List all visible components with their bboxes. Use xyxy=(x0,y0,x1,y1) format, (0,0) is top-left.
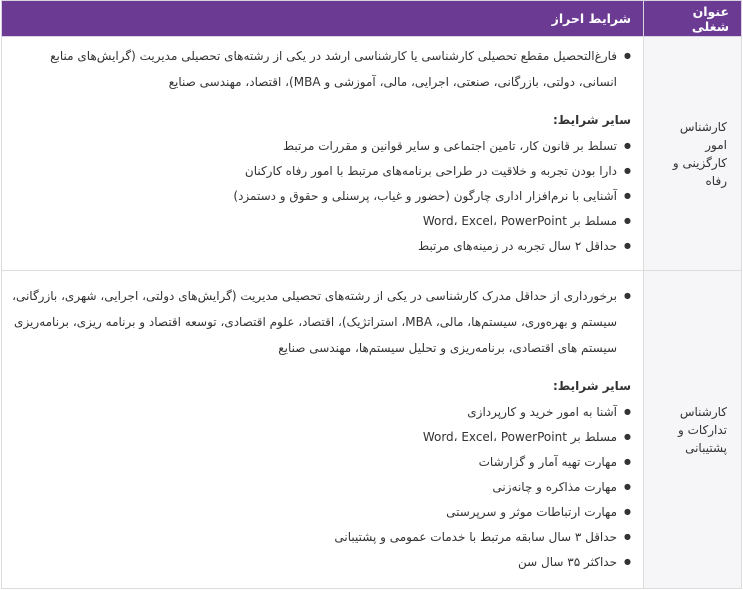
education-requirement: ● فارغ‌التحصیل مقطع تحصیلی کارشناسی یا کارشناسی ارشد در یکی از رشته‌های تحصیلی مدیریت (گرایش‌های منابع انسانی، دولتی، بازرگانی، صنعتی، اجرایی، مالی، آموزشی و MBA)، اقتصاد، مهندسی صنایع xyxy=(10,43,617,95)
other-conditions-label: سایر شرایط: xyxy=(553,379,631,393)
list-item: ● مهارت تهیه آمار و گزارشات xyxy=(10,453,617,471)
list-item: ● مسلط بر Word، Excel، PowerPoint xyxy=(10,212,617,230)
conditions-list xyxy=(10,403,631,571)
intro-list xyxy=(10,283,631,361)
list-item: ● آشنا به امور خرید و کارپردازی xyxy=(10,403,617,421)
list-item: ● آشنایی با نرم‌افزار اداری چارگون (حضور و غیاب، پرسنلی و حقوق و دستمزد) xyxy=(10,187,617,205)
conditions-list xyxy=(10,137,631,255)
table-row xyxy=(2,271,742,589)
table-row xyxy=(2,37,742,271)
list-item: ● حداقل ۲ سال تجربه در زمینه‌های مرتبط xyxy=(10,237,617,255)
list-item: ● دارا بودن تجربه و خلاقیت در طراحی برنامه‌های مرتبط با امور رفاه کارکنان xyxy=(10,162,617,180)
list-item: ● مهارت مذاکره و چانه‌زنی xyxy=(10,478,617,496)
list-item: ● مهارت ارتباطات موثر و سرپرستی xyxy=(10,503,617,521)
requirements-column-header: شرایط احراز xyxy=(2,1,644,37)
requirements-cell xyxy=(2,37,644,271)
list-item: ● حداقل ۳ سال سابقه مرتبط با خدمات عمومی و پشتیبانی xyxy=(10,528,617,546)
list-item: ● تسلط بر قانون کار، تامین اجتماعی و سایر قوانین و مقررات مرتبط xyxy=(10,137,617,155)
table-header-row xyxy=(2,1,742,37)
education-requirement: ● برخورداری از حداقل مدرک کارشناسی در یکی از رشته‌های تحصیلی مدیریت (گرایش‌های دولتی، اجرایی، شهری، بازرگانی، سیستم و بهره‌وری، سیستم‌ها، مالی، MBA، استراتژیک)، اقتصاد، علوم اقتصادی، توسعه اقتصاد و برنامه ریزی، برنامه‌ریزی سیستم های اقتصادی، برنامه‌ریزی و تحلیل سیستم‌ها، مهندسی صنایع xyxy=(10,283,617,361)
intro-list xyxy=(10,43,631,95)
other-conditions-label: سایر شرایط: xyxy=(553,113,631,127)
job-title-cell: کارشناس تدارکات و پشتیبانی xyxy=(644,271,742,589)
job-title-column-header: عنوان شغلی xyxy=(644,1,742,37)
list-item: ● حداکثر ۳۵ سال سن xyxy=(10,553,617,571)
list-item: ● مسلط بر Word، Excel، PowerPoint xyxy=(10,428,617,446)
job-title-cell: کارشناس امور کارگزینی و رفاه xyxy=(644,37,742,271)
requirements-cell xyxy=(2,271,644,589)
jobs-table xyxy=(1,0,742,589)
